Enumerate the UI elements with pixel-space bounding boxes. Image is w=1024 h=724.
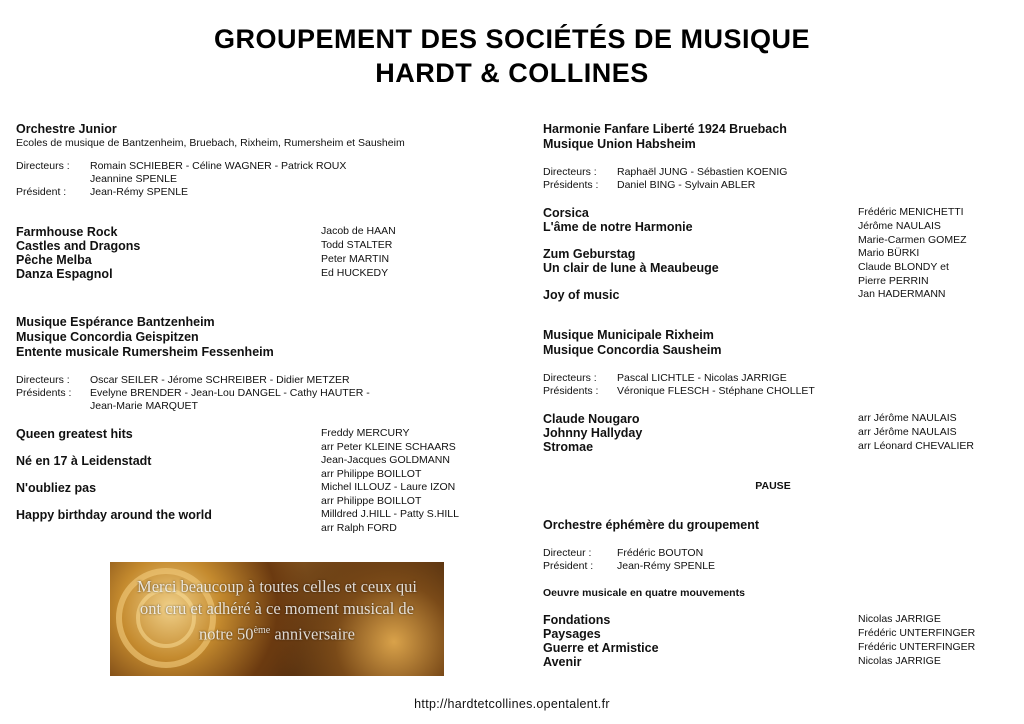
piece-title: Pêche Melba bbox=[16, 253, 92, 267]
piece-title: Guerre et Armistice bbox=[543, 641, 659, 655]
composer-2: Marie-Carmen GOMEZ bbox=[858, 233, 967, 246]
ephemere-director bbox=[543, 547, 1003, 560]
rixheim-presidents bbox=[543, 385, 1003, 398]
arranger: arr Philippe BOILLOT bbox=[321, 467, 422, 480]
composer: Freddy MERCURY bbox=[321, 427, 410, 439]
junior-program bbox=[16, 225, 486, 281]
director-name: Frédéric BOUTON bbox=[617, 547, 704, 559]
program-row bbox=[543, 412, 1003, 426]
president-label: Président : bbox=[543, 560, 594, 572]
banner-message: Merci beaucoup à toutes celles et ceux qui ont cru et adhéré à ce moment musical de notre 50ème anniversaire bbox=[137, 577, 417, 644]
presidents-names: Véronique FLESCH - Stéphane CHOLLET bbox=[617, 385, 815, 397]
bruebach-program bbox=[543, 206, 1003, 302]
pause-label: PAUSE bbox=[755, 480, 791, 492]
piece-title: Stromae bbox=[543, 440, 594, 454]
piece-title: N'oubliez pas bbox=[16, 481, 97, 495]
presidents-label: Présidents : bbox=[543, 179, 599, 191]
composer: Todd STALTER bbox=[321, 239, 393, 251]
page-title-line1: GROUPEMENT DES SOCIÉTÉS DE MUSIQUE bbox=[213, 24, 811, 54]
program-row bbox=[543, 613, 1003, 627]
composer: Mario BÜRKI bbox=[858, 247, 920, 259]
piece-title: Farmhouse Rock bbox=[16, 225, 118, 239]
presidents-label: Présidents : bbox=[16, 387, 72, 399]
directors-names: Raphaël JUNG - Sébastien KOENIG bbox=[617, 166, 788, 178]
ensemble-program bbox=[16, 427, 486, 535]
thank-you-banner bbox=[110, 562, 444, 676]
bruebach-heading-2: Musique Union Habsheim bbox=[543, 137, 696, 151]
presidents-label: Présidents : bbox=[543, 385, 599, 397]
page-title-line2: HARDT & COLLINES bbox=[375, 58, 649, 88]
program-row bbox=[16, 225, 486, 239]
directors-names: Romain SCHIEBER - Céline WAGNER - Patrick ROUX bbox=[90, 160, 347, 172]
composer: Frédéric UNTERFINGER bbox=[858, 641, 976, 653]
program-row bbox=[16, 508, 486, 535]
composer: arr Jérôme NAULAIS bbox=[858, 412, 957, 424]
composer: Frédéric UNTERFINGER bbox=[858, 627, 976, 639]
directors-names-cont: Jeannine SPENLE bbox=[90, 173, 177, 185]
composer: Peter MARTIN bbox=[321, 253, 390, 265]
composer: Jan HADERMANN bbox=[858, 288, 946, 300]
piece-title: Zum Geburstag bbox=[543, 247, 636, 261]
composer: Nicolas JARRIGE bbox=[858, 613, 941, 625]
program-row bbox=[16, 253, 486, 267]
composer-2: Pierre PERRIN bbox=[858, 274, 929, 287]
orchestre-junior-subtitle: Ecoles de musique de Bantzenheim, Bruebach, Rixheim, Rumersheim et Sausheim bbox=[16, 137, 405, 149]
arranger: arr Ralph FORD bbox=[321, 521, 397, 534]
rixheim-program bbox=[543, 412, 1003, 454]
program-row bbox=[16, 239, 486, 253]
bruebach-presidents bbox=[543, 179, 1003, 192]
program-row bbox=[543, 440, 1003, 454]
program-row bbox=[543, 261, 1003, 288]
piece-title: Joy of music bbox=[543, 288, 620, 302]
rixheim-heading-1: Musique Municipale Rixheim bbox=[543, 328, 714, 342]
piece-title: Claude Nougaro bbox=[543, 412, 640, 426]
arranger: arr Peter KLEINE SCHAARS bbox=[321, 440, 456, 453]
president-name: Jean-Rémy SPENLE bbox=[90, 186, 189, 198]
composer: arr Léonard CHEVALIER bbox=[858, 440, 974, 452]
composer: Frédéric MENICHETTI bbox=[858, 206, 964, 218]
ephemere-president bbox=[543, 560, 1003, 573]
composer: Claude BLONDY et bbox=[858, 261, 949, 273]
composer: Ed HUCKEDY bbox=[321, 267, 389, 279]
bruebach-directors bbox=[543, 166, 1003, 179]
piece-title: Avenir bbox=[543, 655, 582, 669]
directors-names: Oscar SEILER - Jérome SCHREIBER - Didier METZER bbox=[90, 374, 350, 386]
ensemble-heading-1: Musique Espérance Bantzenheim bbox=[16, 315, 215, 329]
right-column bbox=[543, 122, 1003, 669]
ensemble-heading-2: Musique Concordia Geispitzen bbox=[16, 330, 199, 344]
program-row bbox=[543, 288, 1003, 302]
composer: Jacob de HAAN bbox=[321, 225, 396, 237]
program-row bbox=[16, 267, 486, 281]
program-row bbox=[543, 655, 1003, 669]
directors-label: Directeurs : bbox=[543, 372, 597, 384]
piece-title: Castles and Dragons bbox=[16, 239, 141, 253]
program-row bbox=[543, 220, 1003, 247]
bruebach-heading-1: Harmonie Fanfare Liberté 1924 Bruebach bbox=[543, 122, 787, 136]
piece-title: Un clair de lune à Meaubeuge bbox=[543, 261, 719, 275]
program-row bbox=[16, 454, 486, 481]
piece-title: Fondations bbox=[543, 613, 611, 627]
program-row bbox=[543, 627, 1003, 641]
presidents-names: Evelyne BRENDER - Jean-Lou DANGEL - Cathy HAUTER - bbox=[90, 387, 370, 399]
ephemere-program bbox=[543, 613, 1003, 669]
orchestre-junior-heading: Orchestre Junior bbox=[16, 122, 117, 136]
president-name: Jean-Rémy SPENLE bbox=[617, 560, 716, 572]
directors-label: Directeurs : bbox=[16, 374, 70, 386]
program-row bbox=[543, 206, 1003, 220]
program-row bbox=[16, 481, 486, 508]
composer: Michel ILLOUZ - Laure IZON bbox=[321, 481, 456, 493]
directors-label: Directeurs : bbox=[543, 166, 597, 178]
directors-label: Directeurs : bbox=[16, 160, 70, 172]
left-column bbox=[16, 122, 486, 535]
presidents-names: Daniel BING - Sylvain ABLER bbox=[617, 179, 756, 191]
arranger: arr Philippe BOILLOT bbox=[321, 494, 422, 507]
work-subtitle: Oeuvre musicale en quatre mouvements bbox=[543, 587, 745, 599]
ensemble-directors bbox=[16, 374, 486, 387]
director-label: Directeur : bbox=[543, 547, 592, 559]
program-row bbox=[543, 426, 1003, 440]
directors-names: Pascal LICHTLE - Nicolas JARRIGE bbox=[617, 372, 787, 384]
program-row bbox=[16, 427, 486, 454]
composer: Nicolas JARRIGE bbox=[858, 655, 941, 667]
piece-title: Happy birthday around the world bbox=[16, 508, 212, 522]
ensemble-presidents bbox=[16, 387, 486, 413]
rixheim-directors bbox=[543, 372, 1003, 385]
presidents-names-cont: Jean-Marie MARQUET bbox=[90, 400, 198, 412]
piece-title: L'âme de notre Harmonie bbox=[543, 220, 693, 234]
composer: Milldred J.HILL - Patty S.HILL bbox=[321, 508, 459, 520]
piece-title: Né en 17 à Leidenstadt bbox=[16, 454, 152, 468]
piece-title: Paysages bbox=[543, 627, 601, 641]
footer-url: http://hardtetcollines.opentalent.fr bbox=[414, 697, 610, 711]
composer: Jérôme NAULAIS bbox=[858, 220, 941, 232]
junior-directors bbox=[16, 160, 486, 186]
ephemere-heading: Orchestre éphémère du groupement bbox=[543, 518, 760, 532]
piece-title: Johnny Hallyday bbox=[543, 426, 643, 440]
president-label: Président : bbox=[16, 186, 67, 198]
piece-title: Corsica bbox=[543, 206, 589, 220]
ensemble-heading-3: Entente musicale Rumersheim Fessenheim bbox=[16, 345, 274, 359]
program-row bbox=[543, 641, 1003, 655]
rixheim-heading-2: Musique Concordia Sausheim bbox=[543, 343, 722, 357]
piece-title: Danza Espagnol bbox=[16, 267, 113, 281]
composer: Jean-Jacques GOLDMANN bbox=[321, 454, 450, 466]
piece-title: Queen greatest hits bbox=[16, 427, 133, 441]
composer: arr Jérôme NAULAIS bbox=[858, 426, 957, 438]
junior-president bbox=[16, 186, 486, 199]
program-row bbox=[543, 247, 1003, 261]
